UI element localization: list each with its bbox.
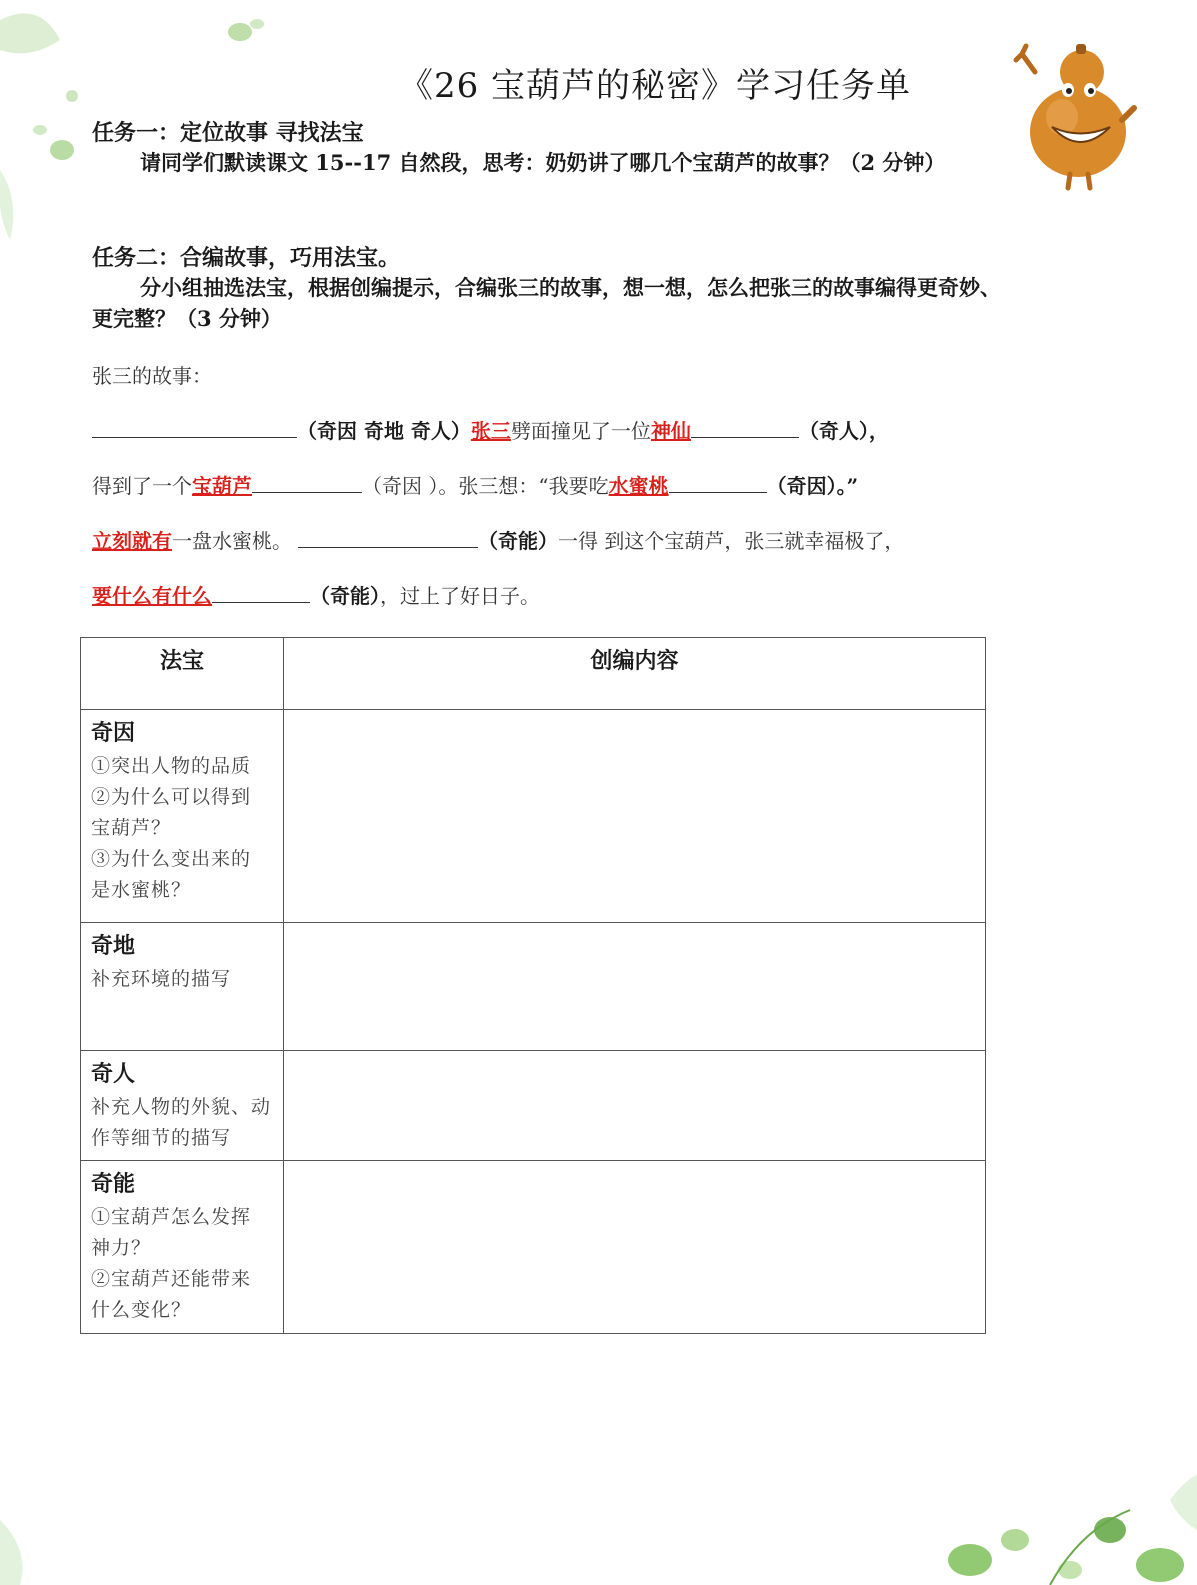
story-red-text: 张三 bbox=[470, 419, 511, 443]
category-cell bbox=[81, 1161, 284, 1334]
story-red-text: 宝葫芦 bbox=[192, 474, 252, 498]
story-text: 得到了一个 bbox=[92, 474, 192, 498]
task1-body: 请同学们默读课文 15--17 自然段，思考：奶奶讲了哪几个宝葫芦的故事？（2 分钟） bbox=[140, 150, 946, 175]
hint-text: 神力？ bbox=[91, 1237, 152, 1259]
leaf-decoration-bottom-left bbox=[0, 1500, 60, 1585]
task2-body-line2: 更完整？（3 分钟） bbox=[92, 306, 282, 331]
hint-text: ②为什么可以得到 bbox=[91, 786, 252, 808]
content-cell[interactable] bbox=[284, 923, 986, 1051]
category-label: 奇因 bbox=[91, 720, 136, 746]
category-cell bbox=[81, 1051, 284, 1161]
hint-text: ③为什么变出来的 bbox=[91, 848, 252, 870]
hint-text: 宝葫芦？ bbox=[91, 817, 172, 839]
hint-text: 什么变化？ bbox=[91, 1299, 192, 1321]
leaf-decoration-bottom-right bbox=[930, 1470, 1197, 1585]
gourd-mascot-image bbox=[1010, 32, 1140, 192]
leaf-decoration-top bbox=[215, 10, 275, 50]
story-line-3 bbox=[92, 525, 904, 554]
story-text: （奇因）。” bbox=[766, 474, 859, 498]
content-cell[interactable] bbox=[284, 710, 986, 923]
story-text: 劈面撞见了一位 bbox=[510, 419, 651, 443]
story-text: 一得 到这个宝葫芦，张三就幸福极了， bbox=[558, 529, 905, 553]
content-cell[interactable] bbox=[284, 1161, 986, 1334]
story-line-2 bbox=[92, 470, 858, 499]
task2-heading: 任务二：合编故事，巧用法宝。 bbox=[92, 245, 401, 271]
story-red-text: 要什么有什么 bbox=[92, 584, 212, 608]
category-cell bbox=[81, 923, 284, 1051]
hint-text: 补充人物的外貌、动 bbox=[91, 1096, 272, 1118]
category-cell bbox=[81, 710, 284, 923]
page-title: 《26 宝葫芦的秘密》学习任务单 bbox=[398, 66, 912, 106]
header-cell-fabao: 法宝 bbox=[81, 638, 284, 710]
table-row bbox=[81, 1051, 986, 1161]
story-text: （奇人）， bbox=[798, 419, 889, 443]
story-text: （奇因 ）。张三想：“我要吃 bbox=[362, 474, 609, 498]
content-cell[interactable] bbox=[284, 1051, 986, 1161]
hint-text: 是水蜜桃？ bbox=[91, 879, 192, 901]
category-label: 奇地 bbox=[91, 933, 136, 959]
story-line-1 bbox=[92, 415, 889, 444]
hint-text: 补充环境的描写 bbox=[91, 968, 232, 990]
header-cell-content: 创编内容 bbox=[284, 638, 986, 710]
category-label: 奇能 bbox=[91, 1171, 136, 1197]
story-text: （奇因 奇地 奇人） bbox=[297, 419, 471, 443]
hint-text: 作等细节的描写 bbox=[91, 1127, 232, 1149]
table-header-row bbox=[81, 638, 986, 710]
hint-text: ①宝葫芦怎么发挥 bbox=[91, 1206, 252, 1228]
category-label: 奇人 bbox=[91, 1061, 136, 1087]
creation-table bbox=[80, 637, 986, 1334]
story-line-4 bbox=[92, 580, 540, 609]
story-text: ，过上了好日子。 bbox=[380, 584, 540, 608]
table-row bbox=[81, 1161, 986, 1334]
story-red-text: 神仙 bbox=[650, 419, 691, 443]
fill-blank[interactable] bbox=[252, 472, 362, 493]
story-text: 一盘水蜜桃。 bbox=[172, 529, 292, 553]
fill-blank[interactable] bbox=[691, 417, 799, 438]
hint-text: ①突出人物的品质 bbox=[91, 755, 252, 777]
table-row bbox=[81, 710, 986, 923]
task2-body-line1: 分小组抽选法宝，根据创编提示，合编张三的故事，想一想，怎么把张三的故事编得更奇妙、 bbox=[140, 275, 1001, 300]
table-row bbox=[81, 923, 986, 1051]
story-red-text: 立刻就有 bbox=[92, 529, 172, 553]
story-text: （奇能） bbox=[478, 529, 558, 553]
story-label: 张三的故事： bbox=[92, 364, 212, 388]
fill-blank[interactable] bbox=[92, 417, 297, 438]
task1-heading: 任务一：定位故事 寻找法宝 bbox=[92, 120, 364, 146]
fill-blank[interactable] bbox=[298, 527, 478, 548]
story-text: （奇能） bbox=[310, 584, 380, 608]
fill-blank[interactable] bbox=[669, 472, 767, 493]
hint-text: ②宝葫芦还能带来 bbox=[91, 1268, 252, 1290]
fill-blank[interactable] bbox=[212, 582, 310, 603]
story-red-text: 水蜜桃 bbox=[608, 474, 669, 498]
